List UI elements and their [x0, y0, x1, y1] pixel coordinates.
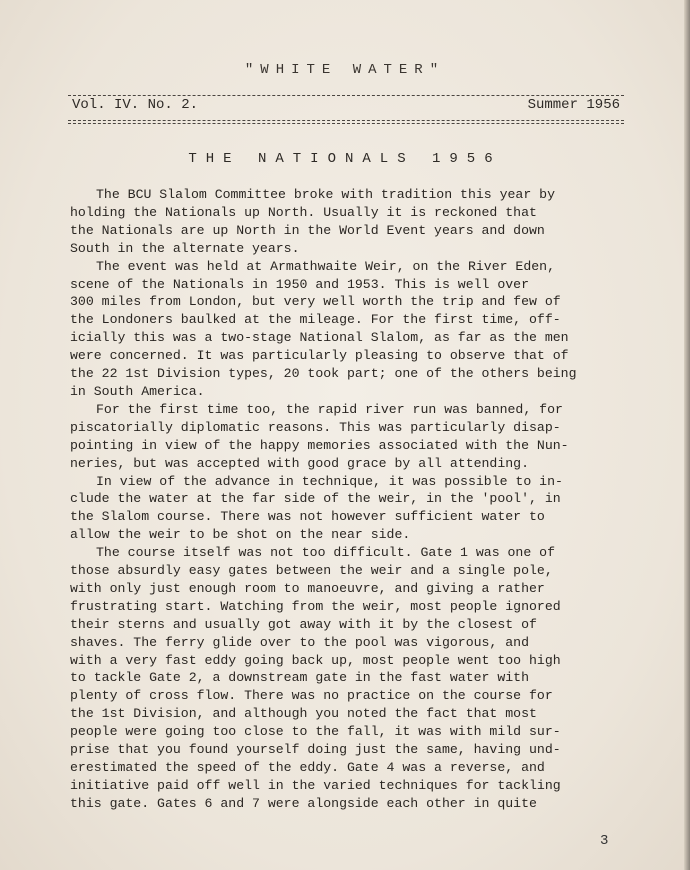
- article-body: [70, 186, 650, 813]
- text-line: The event was held at Armathwaite Weir, on the River Eden,: [96, 258, 555, 274]
- text-line: For the first time too, the rapid river run was banned, for: [96, 401, 563, 417]
- text-line: were concerned. It was particularly pleasing to observe that of: [70, 348, 569, 364]
- page-number: 3: [600, 833, 609, 849]
- text-line: In view of the advance in technique, it was possible to in-: [96, 473, 563, 489]
- volume-number: Vol. IV. No. 2.: [72, 97, 199, 113]
- newsletter-masthead: "WHITE WATER": [244, 62, 446, 78]
- text-line: pointing in view of the happy memories associated with the Nun-: [70, 437, 569, 453]
- page-edge-shadow: [684, 0, 690, 870]
- text-line: The course itself was not too difficult. Gate 1 was one of: [96, 545, 555, 561]
- text-line: clude the water at the far side of the weir, in the 'pool', in: [70, 491, 561, 507]
- text-line: with a very fast eddy going back up, most people went too high: [70, 652, 561, 668]
- text-line: this gate. Gates 6 and 7 were alongside each other in quite: [70, 795, 537, 811]
- text-line: plenty of cross flow. There was no practice on the course for: [70, 688, 553, 704]
- bottom-divider-rule: [68, 120, 624, 121]
- text-line: 300 miles from London, but very well worth the trip and few of: [70, 294, 561, 310]
- text-line: frustrating start. Watching from the weir, most people ignored: [70, 598, 561, 614]
- text-line: initiative paid off well in the varied techniques for tackling: [70, 777, 561, 793]
- text-line: piscatorially diplomatic reasons. This was particularly disap-: [70, 419, 561, 435]
- issue-season: Summer 1956: [527, 97, 620, 113]
- article-title: THE NATIONALS 1956: [188, 151, 502, 167]
- text-line: neries, but was accepted with good grace by all attending.: [70, 455, 529, 471]
- text-line: to tackle Gate 2, a downstream gate in the fast water with: [70, 670, 529, 686]
- text-line: with only just enough room to manoeuvre, and giving a rather: [70, 580, 545, 596]
- text-line: people were going too close to the fall, it was with mild sur-: [70, 724, 561, 740]
- text-line: South in the alternate years.: [70, 240, 300, 256]
- text-line: The BCU Slalom Committee broke with tradition this year by: [96, 187, 555, 202]
- top-divider-rule: [68, 95, 624, 96]
- text-line: shaves. The ferry glide over to the pool was vigorous, and: [70, 634, 529, 650]
- text-line: scene of the Nationals in 1950 and 1953. This is well over: [70, 276, 529, 292]
- text-line: in South America.: [70, 383, 205, 399]
- text-line: prise that you found yourself doing just the same, having und-: [70, 742, 561, 758]
- text-line: the Londoners baulked at the mileage. For the first time, off-: [70, 312, 561, 328]
- text-line: the 22 1st Division types, 20 took part; one of the others being: [70, 366, 577, 382]
- bottom-divider-rule-double: [68, 123, 624, 124]
- text-line: icially this was a two-stage National Slalom, as far as the men: [70, 330, 569, 346]
- text-line: the Nationals are up North in the World Event years and down: [70, 222, 545, 238]
- issue-line: [72, 97, 620, 113]
- text-line: the 1st Division, and although you noted the fact that most: [70, 706, 537, 722]
- text-line: erestimated the speed of the eddy. Gate 4 was a reverse, and: [70, 760, 545, 775]
- text-line: those absurdly easy gates between the weir and a single pole,: [70, 563, 553, 579]
- text-line: their sterns and usually got away with it by the closest of: [70, 616, 537, 632]
- text-line: holding the Nationals up North. Usually it is reckoned that: [70, 204, 537, 220]
- text-line: the Slalom course. There was not however sufficient water to: [70, 509, 545, 525]
- text-line: allow the weir to be shot on the near side.: [70, 527, 411, 543]
